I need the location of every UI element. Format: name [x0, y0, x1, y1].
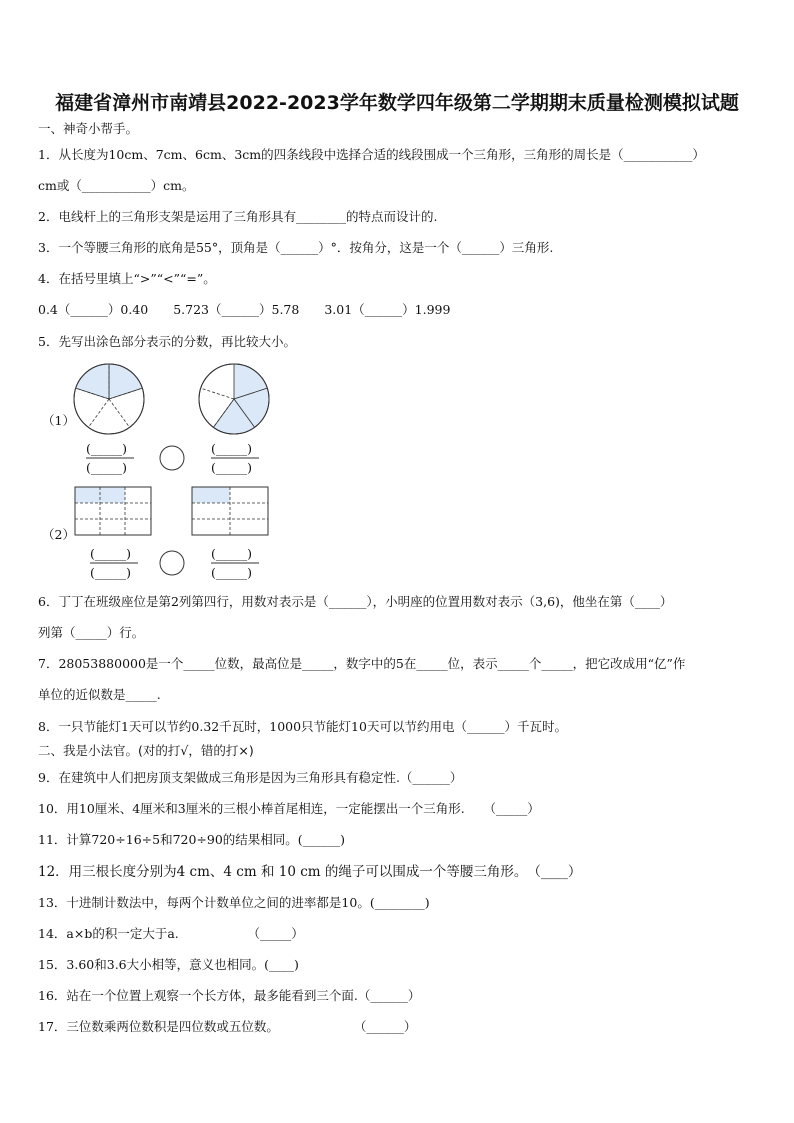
page-title: 福建省漳州市南靖县2022-2023学年数学四年级第二学期期末质量检测模拟试题 — [55, 92, 739, 114]
question-5: 5．先写出涂色部分表示的分数，再比较大小。 — [38, 334, 296, 349]
fraction-numerator-2[interactable]: (_____) — [211, 441, 253, 456]
question-16: 16．站在一个位置上观察一个长方体，最多能看到三个面.（______） — [38, 988, 421, 1003]
question-1-line-2: cm或（___________）cm。 — [38, 178, 195, 193]
question-11: 11．计算720÷16÷5和720÷90的结果相同。(______) — [38, 832, 346, 847]
fraction-denominator-1[interactable]: (_____) — [86, 460, 128, 475]
grid-rect-left — [75, 487, 151, 535]
compare-circle-2[interactable] — [160, 551, 184, 575]
fraction-denominator-2[interactable]: (_____) — [211, 460, 253, 475]
fraction-denominator-3[interactable]: (_____) — [90, 565, 132, 580]
figure-label-1: （1） — [42, 413, 75, 428]
question-2: 2．电线杆上的三角形支架是运用了三角形具有________的特点而设计的. — [38, 209, 438, 224]
question-6-line-1: 6．丁丁在班级座位是第2列第四行，用数对表示是（______），小明座的位置用数对表示（3,6)，他坐在第（____） — [38, 594, 673, 609]
question-1-line-1: 1．从长度为10cm、7cm、6cm、3cm的四条线段中选择合适的线段围成一个三角形，三角形的周长是（___________） — [38, 147, 705, 162]
fraction-numerator-4[interactable]: (_____) — [211, 546, 253, 561]
pie-circle-right — [199, 364, 269, 434]
question-13: 13．十进制计数法中，每两个计数单位之间的进率都是10。(________) — [38, 895, 430, 910]
compare-circle-1[interactable] — [160, 446, 184, 470]
question-14: 14．a×b的积一定大于a. （_____） — [38, 926, 304, 941]
question-15: 15．3.60和3.6大小相等，意义也相同。(____) — [38, 957, 299, 972]
question-9: 9．在建筑中人们把房顶支架做成三角形是因为三角形具有稳定性.（______） — [38, 770, 463, 785]
fraction-denominator-4[interactable]: (_____) — [211, 565, 253, 580]
question-12: 12．用三根长度分别为4 cm、4 cm 和 10 cm 的绳子可以围成一个等腰三角形。 （____） — [38, 864, 582, 880]
fraction-numerator-3[interactable]: (_____) — [90, 546, 132, 561]
section-heading-1: 一、神奇小帮手。 — [38, 121, 139, 136]
question-3: 3．一个等腰三角形的底角是55°，顶角是（______）°．按角分，这是一个（______）三角形. — [38, 240, 554, 255]
section-heading-2: 二、我是小法官。(对的打√，错的打×) — [38, 743, 254, 758]
question-8: 8．一只节能灯1天可以节约0.32千瓦时，1000只节能灯10天可以节约用电（______）千瓦时。 — [38, 719, 567, 734]
pie-circle-left — [74, 364, 144, 434]
question-7-line-1: 7．28053880000是一个_____位数，最高位是_____，数字中的5在_____位，表示_____个_____，把它改成用“亿”作 — [38, 656, 686, 671]
question-4: 4．在括号里填上“>”“<”“=”。 — [38, 271, 216, 286]
question-17: 17．三位数乘两位数积是四位数或五位数。 （______） — [38, 1019, 417, 1034]
question-6-line-2: 列第（_____）行。 — [38, 625, 145, 640]
question-10: 10．用10厘米、4厘米和3厘米的三根小棒首尾相连，一定能摆出一个三角形. （_____） — [38, 801, 540, 816]
figure-label-2: （2） — [42, 527, 75, 542]
question-4-items: 0.4（______）0.40 5.723（______）5.78 3.01（______）1.999 — [38, 302, 451, 317]
question-7-line-2: 单位的近似数是_____. — [38, 687, 161, 702]
grid-rect-right — [192, 487, 268, 535]
fraction-numerator-1[interactable]: (_____) — [86, 441, 128, 456]
